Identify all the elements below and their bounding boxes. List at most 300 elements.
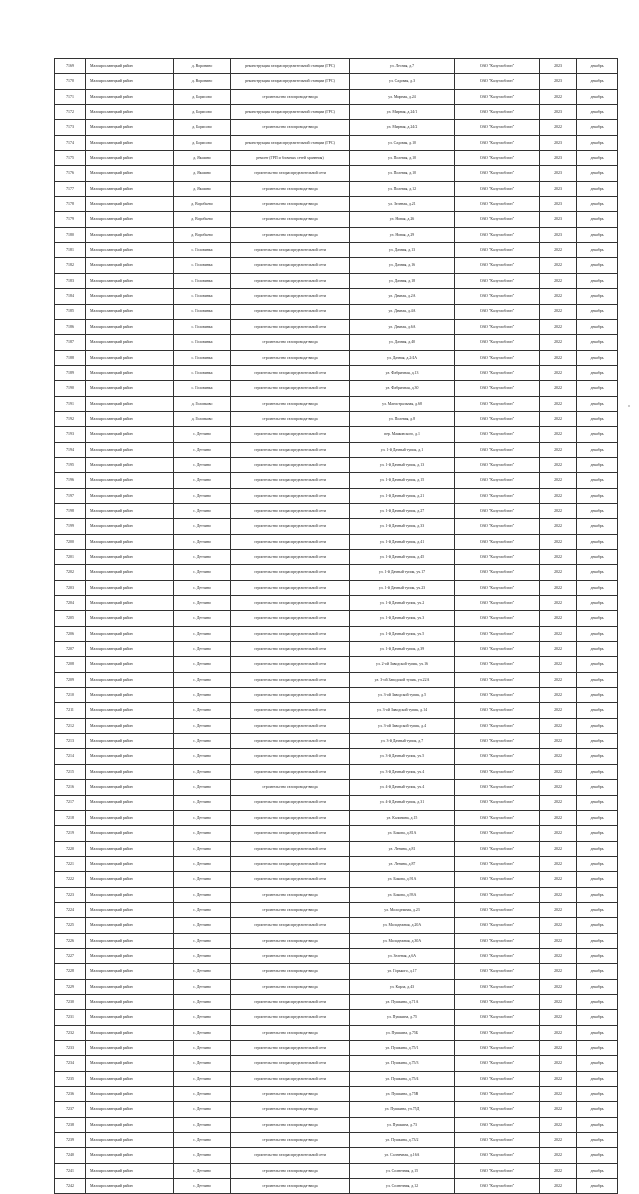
organization-cell: ОАО "Калугаоблгаз" xyxy=(455,764,540,779)
work-type-cell: реконструкция газораспределительной станции (ГРС) xyxy=(231,59,350,74)
work-type-cell: строительство газопровода-ввода xyxy=(231,335,350,350)
table-row xyxy=(55,488,618,503)
address-cell: ул. 2-ой Заводской тупик, уч.16 xyxy=(350,657,455,672)
year-cell: 2022 xyxy=(540,856,577,871)
row-number-cell: 7235 xyxy=(55,1071,86,1086)
table-row xyxy=(55,642,618,657)
settlement-cell: с. Детчино xyxy=(174,565,231,580)
address-cell: ул. Дачная, д.13 xyxy=(350,243,455,258)
table-row xyxy=(55,933,618,948)
district-cell: Малоярославецкий район xyxy=(86,181,174,196)
district-cell: Малоярославецкий район xyxy=(86,979,174,994)
month-cell: декабрь xyxy=(577,795,618,810)
month-cell: декабрь xyxy=(577,672,618,687)
district-cell: Малоярославецкий район xyxy=(86,457,174,472)
work-type-cell: строительство газопровода-ввода xyxy=(231,1087,350,1102)
register-table-body xyxy=(55,59,618,1194)
work-type-cell: строительство газораспределительной сети xyxy=(231,427,350,442)
organization-cell: ОАО "Калугаоблгаз" xyxy=(455,810,540,825)
work-type-cell: строительство газораспределительной сети xyxy=(231,1010,350,1025)
work-type-cell: строительство газораспределительной сети xyxy=(231,565,350,580)
district-cell: Малоярославецкий район xyxy=(86,626,174,641)
settlement-cell: с. Детчино xyxy=(174,780,231,795)
month-cell: декабрь xyxy=(577,1010,618,1025)
table-row xyxy=(55,841,618,856)
settlement-cell: д. Борисово xyxy=(174,135,231,150)
organization-cell: ОАО "Калугаоблгаз" xyxy=(455,826,540,841)
settlement-cell: с. Детчино xyxy=(174,810,231,825)
year-cell: 2022 xyxy=(540,396,577,411)
work-type-cell: строительство газопровода-ввода xyxy=(231,1163,350,1178)
work-type-cell: строительство газопровода-ввода xyxy=(231,212,350,227)
work-type-cell: строительство газораспределительной сети xyxy=(231,304,350,319)
month-cell: декабрь xyxy=(577,657,618,672)
table-row xyxy=(55,994,618,1009)
table-row xyxy=(55,105,618,120)
year-cell: 2022 xyxy=(540,304,577,319)
organization-cell: ОАО "Калугаоблгаз" xyxy=(455,1056,540,1071)
organization-cell: ОАО "Калугаоблгаз" xyxy=(455,304,540,319)
address-cell: пер. Маяковского, д.1 xyxy=(350,427,455,442)
organization-cell: ОАО "Калугаоблгаз" xyxy=(455,166,540,181)
work-type-cell: реконструкция газораспределительной станции (ГРС) xyxy=(231,105,350,120)
district-cell: Малоярославецкий район xyxy=(86,89,174,104)
year-cell: 2022 xyxy=(540,120,577,135)
settlement-cell: с. Детчино xyxy=(174,442,231,457)
address-cell: ул. 1-й Дачный тупик, д.15 xyxy=(350,473,455,488)
month-cell: декабрь xyxy=(577,780,618,795)
year-cell: 2022 xyxy=(540,411,577,426)
district-cell: Малоярославецкий район xyxy=(86,872,174,887)
month-cell: декабрь xyxy=(577,105,618,120)
organization-cell: ОАО "Калугаоблгаз" xyxy=(455,273,540,288)
settlement-cell: д. Воробьево xyxy=(174,197,231,212)
address-cell: ул. Магистральная, д.68 xyxy=(350,396,455,411)
month-cell: декабрь xyxy=(577,166,618,181)
organization-cell: ОАО "Калугаоблгаз" xyxy=(455,856,540,871)
year-cell: 2022 xyxy=(540,442,577,457)
work-type-cell: строительство газораспределительной сети xyxy=(231,381,350,396)
organization-cell: ОАО "Калугаоблгаз" xyxy=(455,948,540,963)
settlement-cell: с. Детчино xyxy=(174,626,231,641)
organization-cell: ОАО "Калугаоблгаз" xyxy=(455,657,540,672)
district-cell: Малоярославецкий район xyxy=(86,964,174,979)
settlement-cell: с. Детчино xyxy=(174,473,231,488)
month-cell: декабрь xyxy=(577,1133,618,1148)
year-cell: 2022 xyxy=(540,1025,577,1040)
organization-cell: ОАО "Калугаоблгаз" xyxy=(455,212,540,227)
address-cell: ул. Дачная, д.4А xyxy=(350,304,455,319)
month-cell: декабрь xyxy=(577,381,618,396)
settlement-cell: д. Якшино xyxy=(174,166,231,181)
settlement-cell: с. Детчино xyxy=(174,427,231,442)
row-number-cell: 7208 xyxy=(55,657,86,672)
address-cell: ул. 4-й Дачный тупик, уч.4 xyxy=(350,780,455,795)
organization-cell: ОАО "Калугаоблгаз" xyxy=(455,1133,540,1148)
work-type-cell: строительство газопровода-ввода xyxy=(231,1179,350,1194)
year-cell: 2022 xyxy=(540,565,577,580)
year-cell: 2022 xyxy=(540,289,577,304)
settlement-cell: с. Детчино xyxy=(174,872,231,887)
row-number-cell: 7241 xyxy=(55,1163,86,1178)
work-type-cell: строительство газораспределительной сети xyxy=(231,319,350,334)
year-cell: 2023 xyxy=(540,181,577,196)
year-cell: 2022 xyxy=(540,933,577,948)
row-number-cell: 7188 xyxy=(55,350,86,365)
settlement-cell: с. Детчино xyxy=(174,1071,231,1086)
organization-cell: ОАО "Калугаоблгаз" xyxy=(455,151,540,166)
year-cell: 2022 xyxy=(540,1179,577,1194)
year-cell: 2022 xyxy=(540,672,577,687)
organization-cell: ОАО "Калугаоблгаз" xyxy=(455,642,540,657)
row-number-cell: 7229 xyxy=(55,979,86,994)
address-cell: ул. 3-ой Заводской тупик, д.14 xyxy=(350,703,455,718)
year-cell: 2022 xyxy=(540,1041,577,1056)
district-cell: Малоярославецкий район xyxy=(86,166,174,181)
organization-cell: ОАО "Калугаоблгаз" xyxy=(455,319,540,334)
organization-cell: ОАО "Калугаоблгаз" xyxy=(455,918,540,933)
district-cell: Малоярославецкий район xyxy=(86,151,174,166)
month-cell: декабрь xyxy=(577,89,618,104)
table-row xyxy=(55,550,618,565)
settlement-cell: с. Детчино xyxy=(174,749,231,764)
row-number-cell: 7191 xyxy=(55,396,86,411)
district-cell: Малоярославецкий район xyxy=(86,273,174,288)
table-row xyxy=(55,810,618,825)
district-cell: Малоярославецкий район xyxy=(86,227,174,242)
organization-cell: ОАО "Калугаоблгаз" xyxy=(455,749,540,764)
organization-cell: ОАО "Калугаоблгаз" xyxy=(455,350,540,365)
organization-cell: ОАО "Калугаоблгаз" xyxy=(455,135,540,150)
month-cell: декабрь xyxy=(577,442,618,457)
settlement-cell: с. Детчино xyxy=(174,1087,231,1102)
address-cell: ул. Пушкина, д.75 xyxy=(350,1010,455,1025)
year-cell: 2023 xyxy=(540,105,577,120)
year-cell: 2023 xyxy=(540,135,577,150)
work-type-cell: реконструкция газораспределительной станции (ГРС) xyxy=(231,135,350,150)
district-cell: Малоярославецкий район xyxy=(86,59,174,74)
work-type-cell: строительство газораспределительной сети xyxy=(231,841,350,856)
settlement-cell: с. Детчино xyxy=(174,1148,231,1163)
month-cell: декабрь xyxy=(577,473,618,488)
organization-cell: ОАО "Калугаоблгаз" xyxy=(455,181,540,196)
year-cell: 2022 xyxy=(540,994,577,1009)
row-number-cell: 7223 xyxy=(55,887,86,902)
organization-cell: ОАО "Калугаоблгаз" xyxy=(455,1025,540,1040)
address-cell: ул. 1-й Дачный тупик, уч.5 xyxy=(350,626,455,641)
row-number-cell: 7184 xyxy=(55,289,86,304)
district-cell: Малоярославецкий район xyxy=(86,258,174,273)
row-number-cell: 7220 xyxy=(55,841,86,856)
year-cell: 2022 xyxy=(540,1102,577,1117)
address-cell: ул. Дачная, д.2А xyxy=(350,289,455,304)
row-number-cell: 7217 xyxy=(55,795,86,810)
month-cell: декабрь xyxy=(577,273,618,288)
organization-cell: ОАО "Калугаоблгаз" xyxy=(455,1087,540,1102)
work-type-cell: строительство газопровода-ввода xyxy=(231,1133,350,1148)
table-row xyxy=(55,1133,618,1148)
address-cell: ул. Горького, д.17 xyxy=(350,964,455,979)
address-cell: ул. 3-ой Заводской тупик, д.4 xyxy=(350,718,455,733)
district-cell: Малоярославецкий район xyxy=(86,826,174,841)
row-number-cell: 7181 xyxy=(55,243,86,258)
year-cell: 2022 xyxy=(540,427,577,442)
work-type-cell: строительство газопровода-ввода xyxy=(231,227,350,242)
margin-mark xyxy=(628,405,630,407)
work-type-cell: строительство газораспределительной сети xyxy=(231,672,350,687)
organization-cell: ОАО "Калугаоблгаз" xyxy=(455,887,540,902)
settlement-cell: с. Детчино xyxy=(174,657,231,672)
row-number-cell: 7230 xyxy=(55,994,86,1009)
year-cell: 2022 xyxy=(540,795,577,810)
table-row xyxy=(55,273,618,288)
organization-cell: ОАО "Калугаоблгаз" xyxy=(455,243,540,258)
district-cell: Малоярославецкий район xyxy=(86,1010,174,1025)
district-cell: Малоярославецкий район xyxy=(86,105,174,120)
address-cell: ул. 1-й Дачный тупик, уч.3 xyxy=(350,611,455,626)
settlement-cell: д. Якшино xyxy=(174,181,231,196)
address-cell: ул. 1-й Дачный тупик, д.21 xyxy=(350,488,455,503)
settlement-cell: с. Головинка xyxy=(174,289,231,304)
address-cell: ул. 3-ой Заводской тупик, уч.22А xyxy=(350,672,455,687)
year-cell: 2022 xyxy=(540,626,577,641)
organization-cell: ОАО "Калугаоблгаз" xyxy=(455,580,540,595)
month-cell: декабрь xyxy=(577,749,618,764)
table-row xyxy=(55,519,618,534)
row-number-cell: 7206 xyxy=(55,626,86,641)
work-type-cell: строительство газопровода-ввода xyxy=(231,89,350,104)
work-type-cell: строительство газораспределительной сети xyxy=(231,550,350,565)
settlement-cell: с. Детчино xyxy=(174,672,231,687)
row-number-cell: 7185 xyxy=(55,304,86,319)
row-number-cell: 7198 xyxy=(55,503,86,518)
table-row xyxy=(55,411,618,426)
district-cell: Малоярославецкий район xyxy=(86,120,174,135)
settlement-cell: с. Детчино xyxy=(174,1102,231,1117)
district-cell: Малоярославецкий район xyxy=(86,135,174,150)
month-cell: декабрь xyxy=(577,688,618,703)
address-cell: ул. 1-й Дачный тупик, д.27 xyxy=(350,503,455,518)
row-number-cell: 7236 xyxy=(55,1087,86,1102)
table-row xyxy=(55,887,618,902)
address-cell: ул. Фабричная, д.30 xyxy=(350,381,455,396)
year-cell: 2022 xyxy=(540,688,577,703)
table-row xyxy=(55,59,618,74)
work-type-cell: строительство газораспределительной сети xyxy=(231,596,350,611)
row-number-cell: 7233 xyxy=(55,1041,86,1056)
table-row xyxy=(55,1163,618,1178)
year-cell: 2023 xyxy=(540,166,577,181)
address-cell: ул. Пушкина, д.75/1 xyxy=(350,1041,455,1056)
row-number-cell: 7239 xyxy=(55,1133,86,1148)
year-cell: 2022 xyxy=(540,841,577,856)
month-cell: декабрь xyxy=(577,994,618,1009)
settlement-cell: с. Детчино xyxy=(174,734,231,749)
month-cell: декабрь xyxy=(577,1025,618,1040)
organization-cell: ОАО "Калугаоблгаз" xyxy=(455,1148,540,1163)
table-row xyxy=(55,289,618,304)
district-cell: Малоярославецкий район xyxy=(86,1163,174,1178)
row-number-cell: 7226 xyxy=(55,933,86,948)
month-cell: декабрь xyxy=(577,718,618,733)
address-cell: ул. Бокова, д.81А xyxy=(350,826,455,841)
settlement-cell: д. Якшино xyxy=(174,151,231,166)
table-row xyxy=(55,503,618,518)
table-row xyxy=(55,442,618,457)
district-cell: Малоярославецкий район xyxy=(86,212,174,227)
month-cell: декабрь xyxy=(577,396,618,411)
work-type-cell: строительство газопровода-ввода xyxy=(231,396,350,411)
organization-cell: ОАО "Калугаоблгаз" xyxy=(455,1102,540,1117)
district-cell: Малоярославецкий район xyxy=(86,795,174,810)
settlement-cell: с. Детчино xyxy=(174,488,231,503)
settlement-cell: с. Детчино xyxy=(174,688,231,703)
organization-cell: ОАО "Калугаоблгаз" xyxy=(455,457,540,472)
month-cell: декабрь xyxy=(577,135,618,150)
table-row xyxy=(55,197,618,212)
row-number-cell: 7176 xyxy=(55,166,86,181)
settlement-cell: с. Головинка xyxy=(174,258,231,273)
table-row xyxy=(55,473,618,488)
year-cell: 2022 xyxy=(540,596,577,611)
row-number-cell: 7203 xyxy=(55,580,86,595)
year-cell: 2022 xyxy=(540,503,577,518)
month-cell: декабрь xyxy=(577,810,618,825)
month-cell: декабрь xyxy=(577,350,618,365)
table-row xyxy=(55,626,618,641)
month-cell: декабрь xyxy=(577,596,618,611)
settlement-cell: д. Воробьево xyxy=(174,227,231,242)
work-type-cell: строительство газораспределительной сети xyxy=(231,1071,350,1086)
organization-cell: ОАО "Калугаоблгаз" xyxy=(455,411,540,426)
address-cell: ул. Новая, д.29 xyxy=(350,227,455,242)
settlement-cell: с. Детчино xyxy=(174,596,231,611)
table-row xyxy=(55,381,618,396)
address-cell: ул. Пушкина, д.75/3 xyxy=(350,1056,455,1071)
work-type-cell: строительство газопровода-ввода xyxy=(231,1102,350,1117)
address-cell: ул. Молодежная, д.20А xyxy=(350,918,455,933)
table-row xyxy=(55,365,618,380)
year-cell: 2022 xyxy=(540,473,577,488)
table-row xyxy=(55,427,618,442)
organization-cell: ОАО "Калугаоблгаз" xyxy=(455,780,540,795)
month-cell: декабрь xyxy=(577,227,618,242)
organization-cell: ОАО "Калугаоблгаз" xyxy=(455,503,540,518)
table-row xyxy=(55,688,618,703)
organization-cell: ОАО "Калугаоблгаз" xyxy=(455,979,540,994)
address-cell: ул. Бокова, д.93А xyxy=(350,887,455,902)
work-type-cell: строительство газопровода-ввода xyxy=(231,1117,350,1132)
settlement-cell: д. Воронино xyxy=(174,59,231,74)
year-cell: 2022 xyxy=(540,550,577,565)
organization-cell: ОАО "Калугаоблгаз" xyxy=(455,841,540,856)
organization-cell: ОАО "Калугаоблгаз" xyxy=(455,74,540,89)
work-type-cell: строительство газораспределительной сети xyxy=(231,994,350,1009)
district-cell: Малоярославецкий район xyxy=(86,396,174,411)
row-number-cell: 7180 xyxy=(55,227,86,242)
settlement-cell: с. Детчино xyxy=(174,933,231,948)
table-row xyxy=(55,258,618,273)
address-cell: ул. 3-й Дачный тупик, д.7 xyxy=(350,734,455,749)
address-cell: ул. Молодежная, д.30А xyxy=(350,933,455,948)
work-type-cell: строительство газораспределительной сети xyxy=(231,534,350,549)
district-cell: Малоярославецкий район xyxy=(86,1041,174,1056)
settlement-cell: с. Детчино xyxy=(174,764,231,779)
year-cell: 2022 xyxy=(540,611,577,626)
work-type-cell: строительство газораспределительной сети xyxy=(231,657,350,672)
address-cell: ул. Пушкина, д.75Б xyxy=(350,1025,455,1040)
row-number-cell: 7237 xyxy=(55,1102,86,1117)
organization-cell: ОАО "Калугаоблгаз" xyxy=(455,1179,540,1194)
settlement-cell: с. Головинка xyxy=(174,335,231,350)
month-cell: декабрь xyxy=(577,1102,618,1117)
organization-cell: ОАО "Калугаоблгаз" xyxy=(455,59,540,74)
district-cell: Малоярославецкий район xyxy=(86,1087,174,1102)
row-number-cell: 7242 xyxy=(55,1179,86,1194)
year-cell: 2022 xyxy=(540,887,577,902)
district-cell: Малоярославецкий район xyxy=(86,688,174,703)
address-cell: ул. Бокова, д.91А xyxy=(350,872,455,887)
month-cell: декабрь xyxy=(577,335,618,350)
month-cell: декабрь xyxy=(577,979,618,994)
row-number-cell: 7224 xyxy=(55,902,86,917)
table-row xyxy=(55,1087,618,1102)
work-type-cell: строительство газораспределительной сети xyxy=(231,872,350,887)
settlement-cell: с. Детчино xyxy=(174,979,231,994)
settlement-cell: с. Детчино xyxy=(174,994,231,1009)
year-cell: 2022 xyxy=(540,826,577,841)
district-cell: Малоярославецкий район xyxy=(86,381,174,396)
gasification-register-table xyxy=(54,58,618,1194)
month-cell: декабрь xyxy=(577,948,618,963)
organization-cell: ОАО "Калугаоблгаз" xyxy=(455,335,540,350)
table-row xyxy=(55,304,618,319)
year-cell: 2022 xyxy=(540,902,577,917)
row-number-cell: 7178 xyxy=(55,197,86,212)
row-number-cell: 7187 xyxy=(55,335,86,350)
settlement-cell: с. Детчино xyxy=(174,534,231,549)
table-row xyxy=(55,734,618,749)
year-cell: 2022 xyxy=(540,273,577,288)
settlement-cell: с. Головинка xyxy=(174,273,231,288)
work-type-cell: строительство газораспределительной сети xyxy=(231,166,350,181)
month-cell: декабрь xyxy=(577,1087,618,1102)
address-cell: ул. 3-ой Заводской тупик, д.5 xyxy=(350,688,455,703)
month-cell: декабрь xyxy=(577,1071,618,1086)
row-number-cell: 7211 xyxy=(55,703,86,718)
work-type-cell: ремонт (ГРП и блочных сетей хранения) xyxy=(231,151,350,166)
year-cell: 2022 xyxy=(540,519,577,534)
settlement-cell: с. Головинка xyxy=(174,304,231,319)
settlement-cell: с. Детчино xyxy=(174,902,231,917)
year-cell: 2022 xyxy=(540,810,577,825)
district-cell: Малоярославецкий район xyxy=(86,580,174,595)
settlement-cell: с. Детчино xyxy=(174,503,231,518)
district-cell: Малоярославецкий район xyxy=(86,1071,174,1086)
district-cell: Малоярославецкий район xyxy=(86,565,174,580)
work-type-cell: строительство газопровода-ввода xyxy=(231,887,350,902)
work-type-cell: строительство газопровода-ввода xyxy=(231,1025,350,1040)
work-type-cell: строительство газораспределительной сети xyxy=(231,795,350,810)
work-type-cell: строительство газораспределительной сети xyxy=(231,1041,350,1056)
table-row xyxy=(55,918,618,933)
settlement-cell: с. Детчино xyxy=(174,1179,231,1194)
year-cell: 2022 xyxy=(540,718,577,733)
settlement-cell: с. Детчино xyxy=(174,718,231,733)
row-number-cell: 7204 xyxy=(55,596,86,611)
address-cell: ул. Полевая, д.12 xyxy=(350,181,455,196)
year-cell: 2022 xyxy=(540,657,577,672)
